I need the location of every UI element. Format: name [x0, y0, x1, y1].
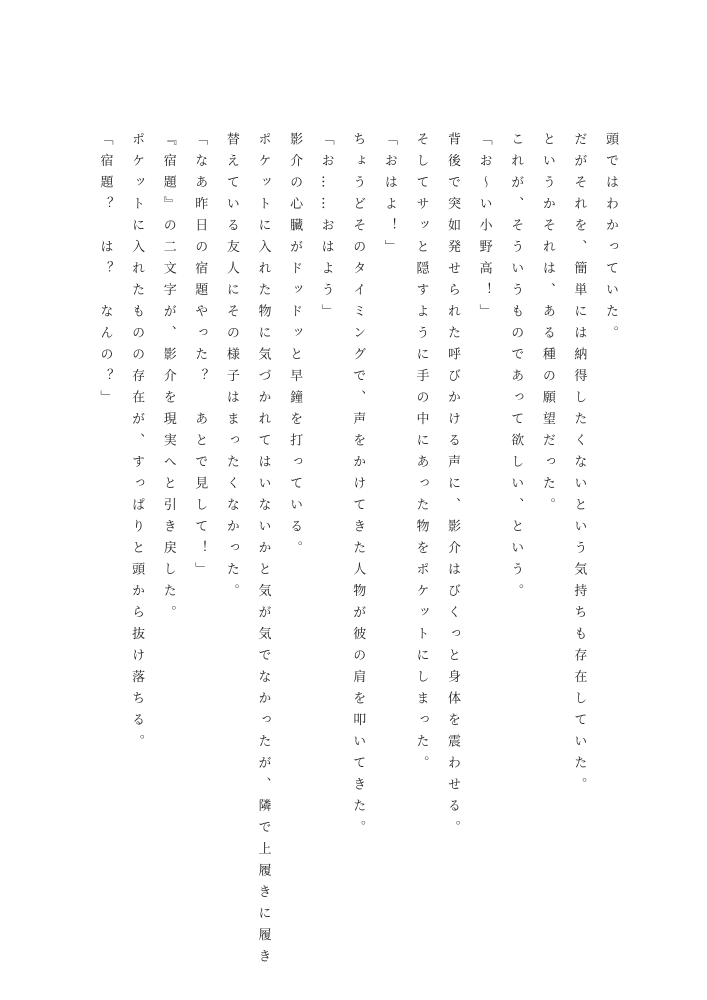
text-line: ポケットに入れた物に気づかれてはいないかと気が気でなかったが、隣で上履きに履き — [255, 132, 271, 971]
text-line: というかそれは、ある種の願望だった。 — [539, 132, 555, 519]
text-line: 「お～い小野高！」 — [476, 132, 492, 326]
vertical-text-body — [80, 132, 618, 971]
text-line: 「おはよ！」 — [381, 132, 397, 261]
text-line: 影介の心臓がドッドッと早鐘を打っている。 — [287, 132, 303, 562]
text-line: 頭ではわかっていた。 — [603, 132, 618, 347]
text-line: 「宿題？ は？ なんの？」 — [97, 132, 113, 412]
text-line: ちょうどそのタイミングで、声をかけてきた人物が彼の肩を叩いてきた。 — [350, 132, 366, 842]
text-line: 『宿題』の二文字が、影介を現実へと引き戻した。 — [160, 132, 176, 627]
text-line: ポケットに入れたものの存在が、すっぱりと頭から抜け落ちる。 — [129, 132, 145, 756]
text-line: これが、そういうものであって欲しい、という。 — [508, 132, 524, 605]
text-line: 背後で突如発せられた呼びかける声に、影介はびくっと身体を震わせる。 — [445, 132, 461, 842]
text-line: だがそれを、簡単には納得したくないという気持ちも存在していた。 — [571, 132, 587, 799]
text-line: 「なあ昨日の宿題やった？ あとで見して！」 — [192, 132, 208, 584]
text-line: 「お……おはよう」 — [318, 132, 334, 326]
text-line: 替えている友人にその様子はまったくなかった。 — [223, 132, 239, 605]
text-line: そしてサッと隠すように手の中にあった物をポケットにしまった。 — [413, 132, 429, 777]
